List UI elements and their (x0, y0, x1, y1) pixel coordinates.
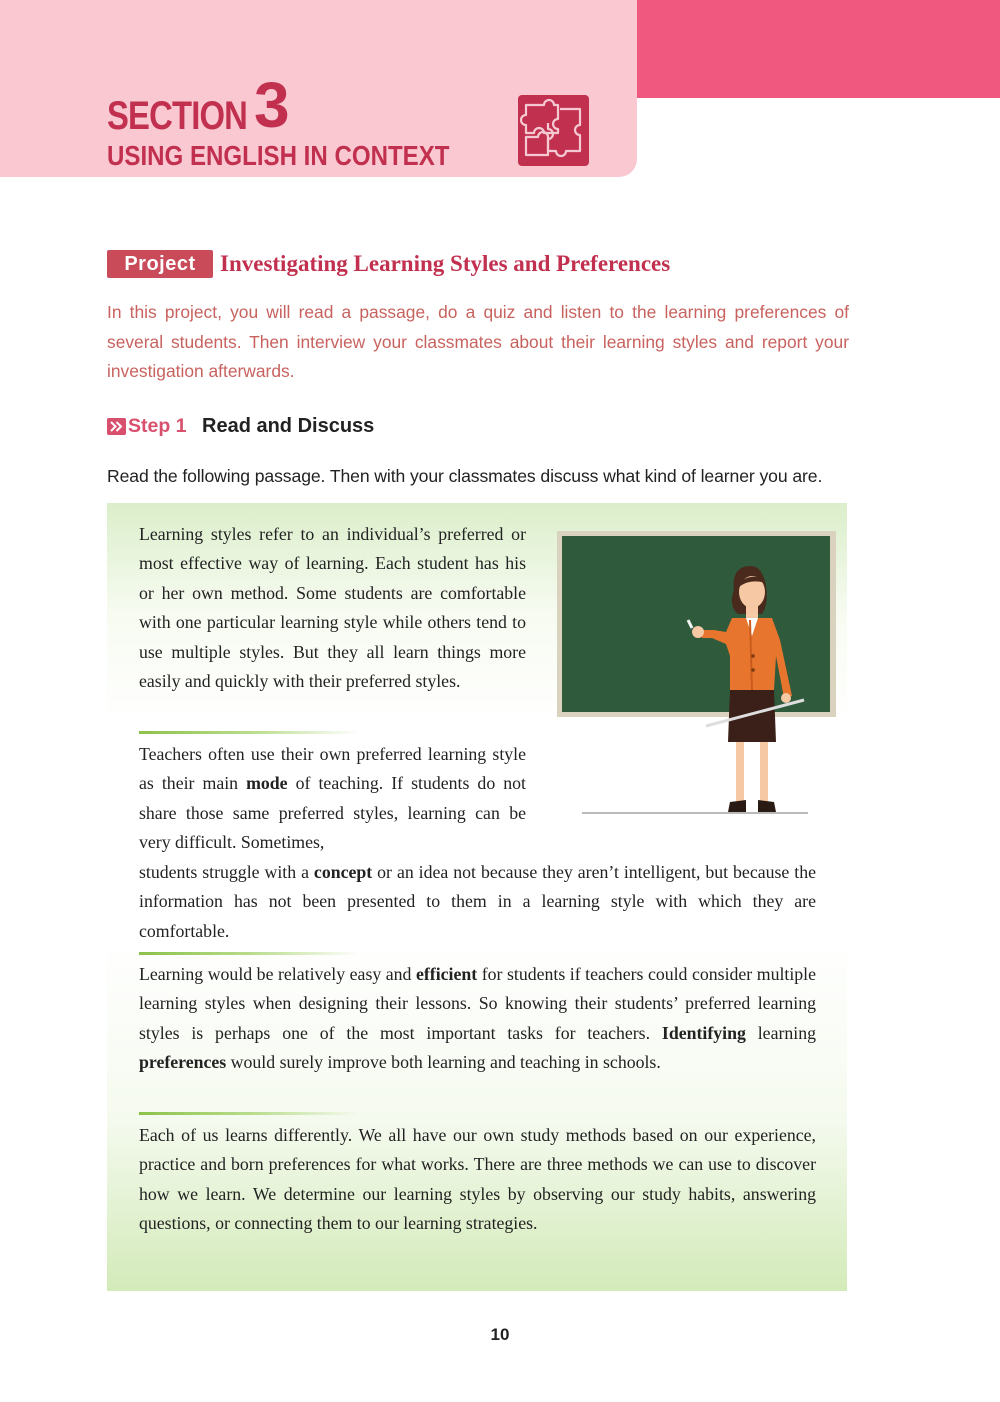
paragraph-divider (139, 952, 359, 955)
passage-paragraph-3: Learning would be relatively easy and efficient for students if teachers could consider multiple learning styles when designing their lessons. So knowing their students’ preferred learning styles is perhaps one of the most important tasks for teachers. Identifying learning preferences would surely improve both learning and teaching in schools. (139, 964, 817, 1073)
project-intro: In this project, you will read a passage, do a quiz and listen to the learning preferences of several students. Then interview your classmates about their learning styles and report your investigation afterwards. (107, 302, 849, 381)
passage-paragraph-1: Learning styles refer to an individual’s preferred or most effective way of learning. Each student has his or her own method. Some students are comfortable with one particular learning style while others tend to use multiple styles. But they all learn things more easily and quickly with their preferred styles. (139, 524, 526, 692)
keyword-preferences: preferences (139, 1052, 227, 1073)
step-label: Step 1 (128, 415, 187, 437)
paragraph-divider (139, 731, 359, 734)
keyword-concept: concept (313, 862, 373, 882)
passage-paragraph-2-bottom: students struggle with a concept or an idea not because they aren’t intelligent, but because the information has not been presented to them in a learning style with which they are comfortable. (139, 862, 816, 941)
keyword-identifying: Identifying (661, 1022, 746, 1043)
passage-paragraph-2-top: Teachers often use their own preferred learning style as their main mode of teaching. If students do not share those same preferred styles, learning can be very difficult. Sometimes, (139, 744, 526, 853)
keyword-mode: mode (246, 773, 288, 794)
passage-paragraph-4: Each of us learns differently. We all have our own study methods based on our experience, practice and born preferences for what works. There are three methods we can use to discover how we learn. We determine our learning styles by observing our study habits, answering questions, or connecting them to our learning strategies. (139, 1125, 816, 1234)
step-instruction: Read the following passage. Then with your classmates discuss what kind of learner you are. (107, 466, 823, 486)
section-word: SECTION (107, 94, 248, 138)
page-number: 10 (490, 1325, 510, 1344)
project-title: Investigating Learning Styles and Preferences (220, 251, 671, 276)
step-title: Read and Discuss (202, 415, 375, 437)
section-number: 3 (254, 69, 290, 141)
project-tag: Project (107, 250, 213, 278)
double-chevron-icon (107, 418, 126, 435)
paragraph-divider (139, 1112, 359, 1115)
keyword-efficient: efficient (415, 964, 478, 984)
section-subtitle: USING ENGLISH IN CONTEXT (107, 140, 450, 171)
puzzle-icon (518, 95, 589, 166)
header-accent-block (637, 0, 1000, 98)
teacher-illustration (680, 560, 820, 822)
